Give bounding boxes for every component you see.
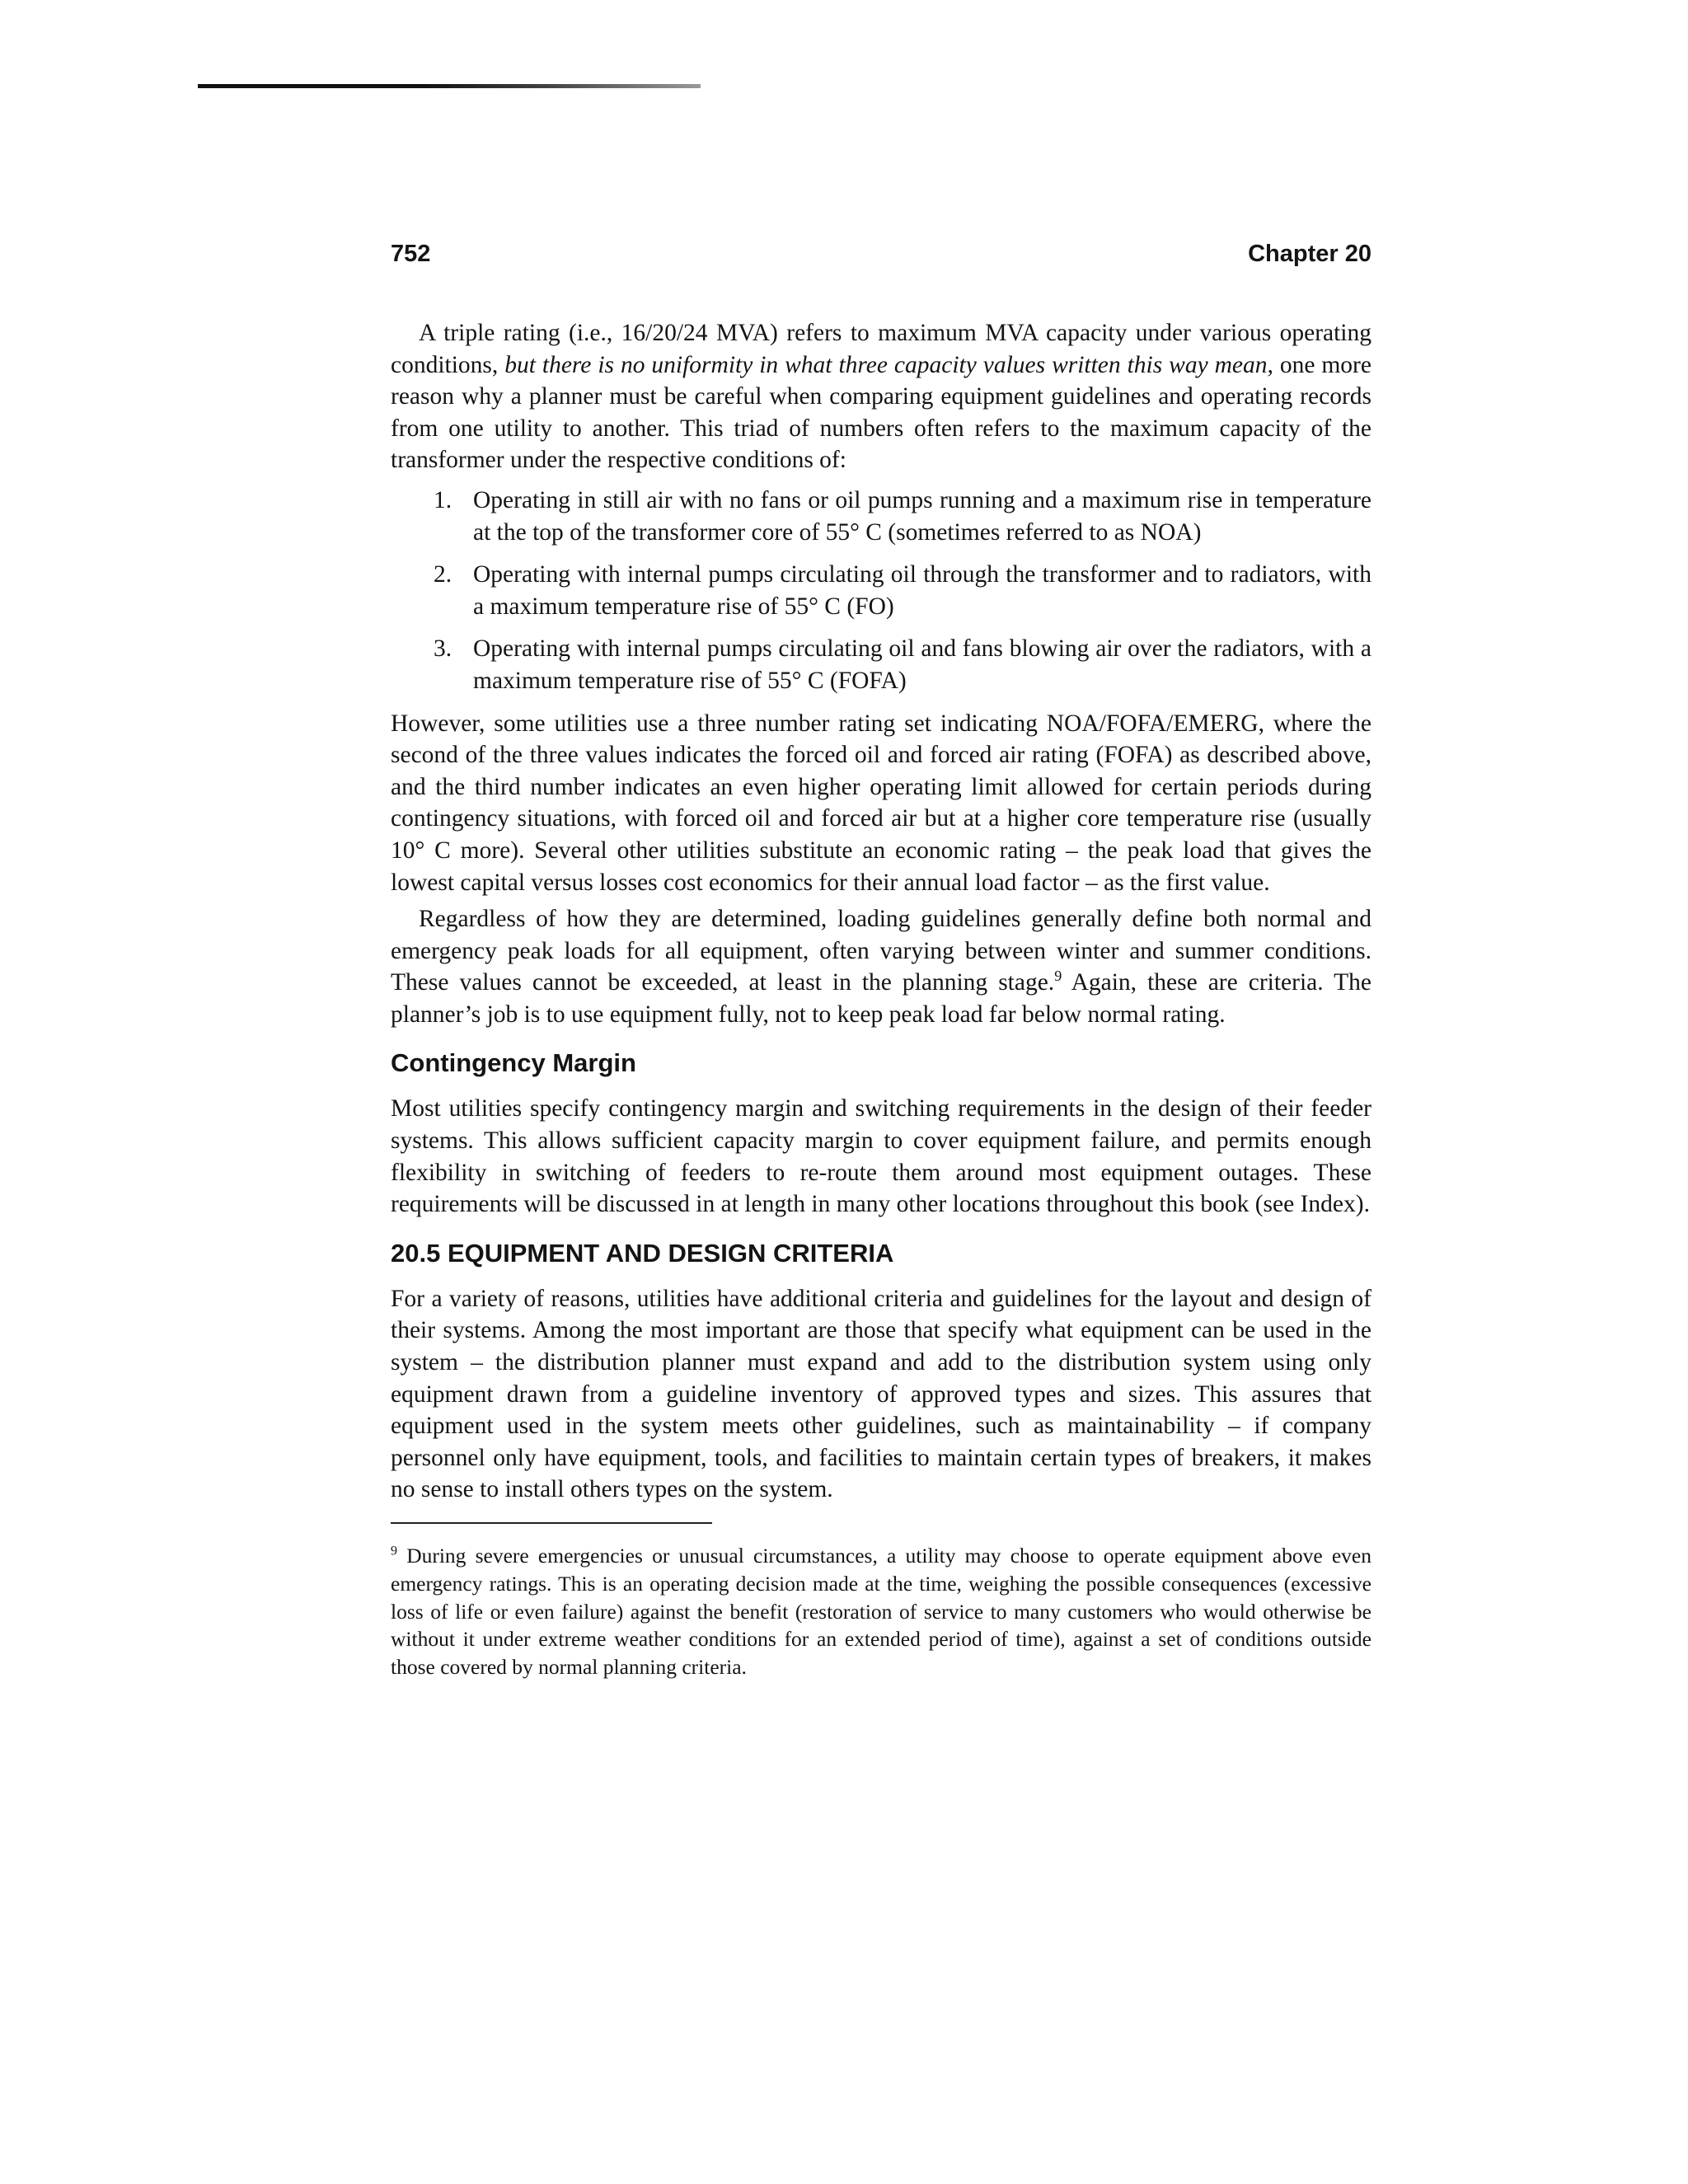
footnote-marker: 9 [391,1544,397,1558]
list-marker: 1. [434,486,452,513]
footnote [391,1542,1372,1681]
footnote-text: During severe emergencies or unusual circumstances, a utility may choose to operate equipment above even emergency ratings. This is an operating decision made at the time, weighing the possible consequences (excessive loss of life or even failure) against the benefit (restoration of service to many customers who would otherwise be without it under extreme weather conditions for an extended period of time), against a set of conditions outside those covered by normal planning criteria. [391,1544,1372,1680]
section-heading: 20.5 EQUIPMENT AND DESIGN CRITERIA [391,1238,894,1268]
paragraph-text: Regardless of how they are determined, loading guidelines generally define both normal and emergency peak loads for all equipment, often varying between winter and summer conditions. These values cannot be exceeded, at least in the planning stage. [391,906,1372,996]
top-rule [198,84,701,88]
paragraph-text: A triple rating (i.e., 16/20/24 MVA) refers to maximum MVA capacity under various operating conditions, [391,320,1372,378]
paragraph-triple-rating [391,317,1372,476]
emphasis-text: but there is no uniformity in what three capacity values written this way mean, [504,351,1273,378]
chapter-label: Chapter 20 [1248,241,1372,267]
paragraph-text: Again, these are criteria. The planner’s job is to use equipment fully, not to keep peak load far below normal rating. [391,969,1372,1028]
list-item [434,559,1372,622]
list-item-text: Operating in still air with no fans or oil pumps running and a maximum rise in temperature at the top of the transformer core of 55° C (sometimes referred to as NOA) [473,486,1372,546]
conditions-list [391,485,1372,697]
paragraph-noa-fofa: However, some utilities use a three number rating set indicating NOA/FOFA/EMERG, where the second of the three values indicates the forced oil and forced air rating (FOFA) as described above, and the third number indicates an even higher operating limit allowed for certain periods during contingency situations, with forced oil and forced air but at a higher core temperature rise (usually 10° C more). Several other utilities substitute an economic rating – the peak load that gives the lowest capital versus losses cost economics for their annual load factor – as the first value. [391,710,1372,896]
list-item-text: Operating with internal pumps circulating oil and fans blowing air over the radiators, with a maximum temperature rise of 55° C (FOFA) [473,635,1372,694]
running-head [391,241,1372,274]
paragraph-equipment-criteria: For a variety of reasons, utilities have additional criteria and guidelines for the layout and design of their systems. Among the most important are those that specify what equipment can be used in the system – the distribution planner must expand and add to the distribution system using only equipment drawn from a guideline inventory of approved types and sizes. This assures that equipment used in the system meets other guidelines, such as maintainability – if company personnel only have equipment, tools, and facilities to maintain certain types of breakers, it makes no sense to install others types on the system. [391,1285,1372,1503]
list-marker: 2. [434,561,452,588]
list-item-text: Operating with internal pumps circulating oil through the transformer and to radiators, with a maximum temperature rise of 55° C (FO) [473,561,1372,620]
list-marker: 3. [434,635,452,663]
list-item [434,485,1372,548]
paragraph-contingency: Most utilities specify contingency margin and switching requirements in the design of their feeder systems. This allows sufficient capacity margin to cover equipment failure, and permits enough flexibility in switching of feeders to re-route them around most equipment outages. These requirements will be discussed in at length in many other locations throughout this book (see Index). [391,1095,1372,1218]
list-item [434,633,1372,696]
page-number: 752 [391,241,431,267]
paragraph-loading-guidelines [391,903,1372,1030]
contingency-heading: Contingency Margin [391,1048,636,1078]
paragraph-text: one more reason why a planner must be careful when comparing equipment guidelines and operating records from one utility to another. This triad of numbers often refers to the maximum capacity of the transformer under the respective conditions of: [391,351,1372,474]
footnote-rule [391,1522,712,1524]
body-text [391,317,1372,1681]
footnote-reference: 9 [1054,968,1062,985]
